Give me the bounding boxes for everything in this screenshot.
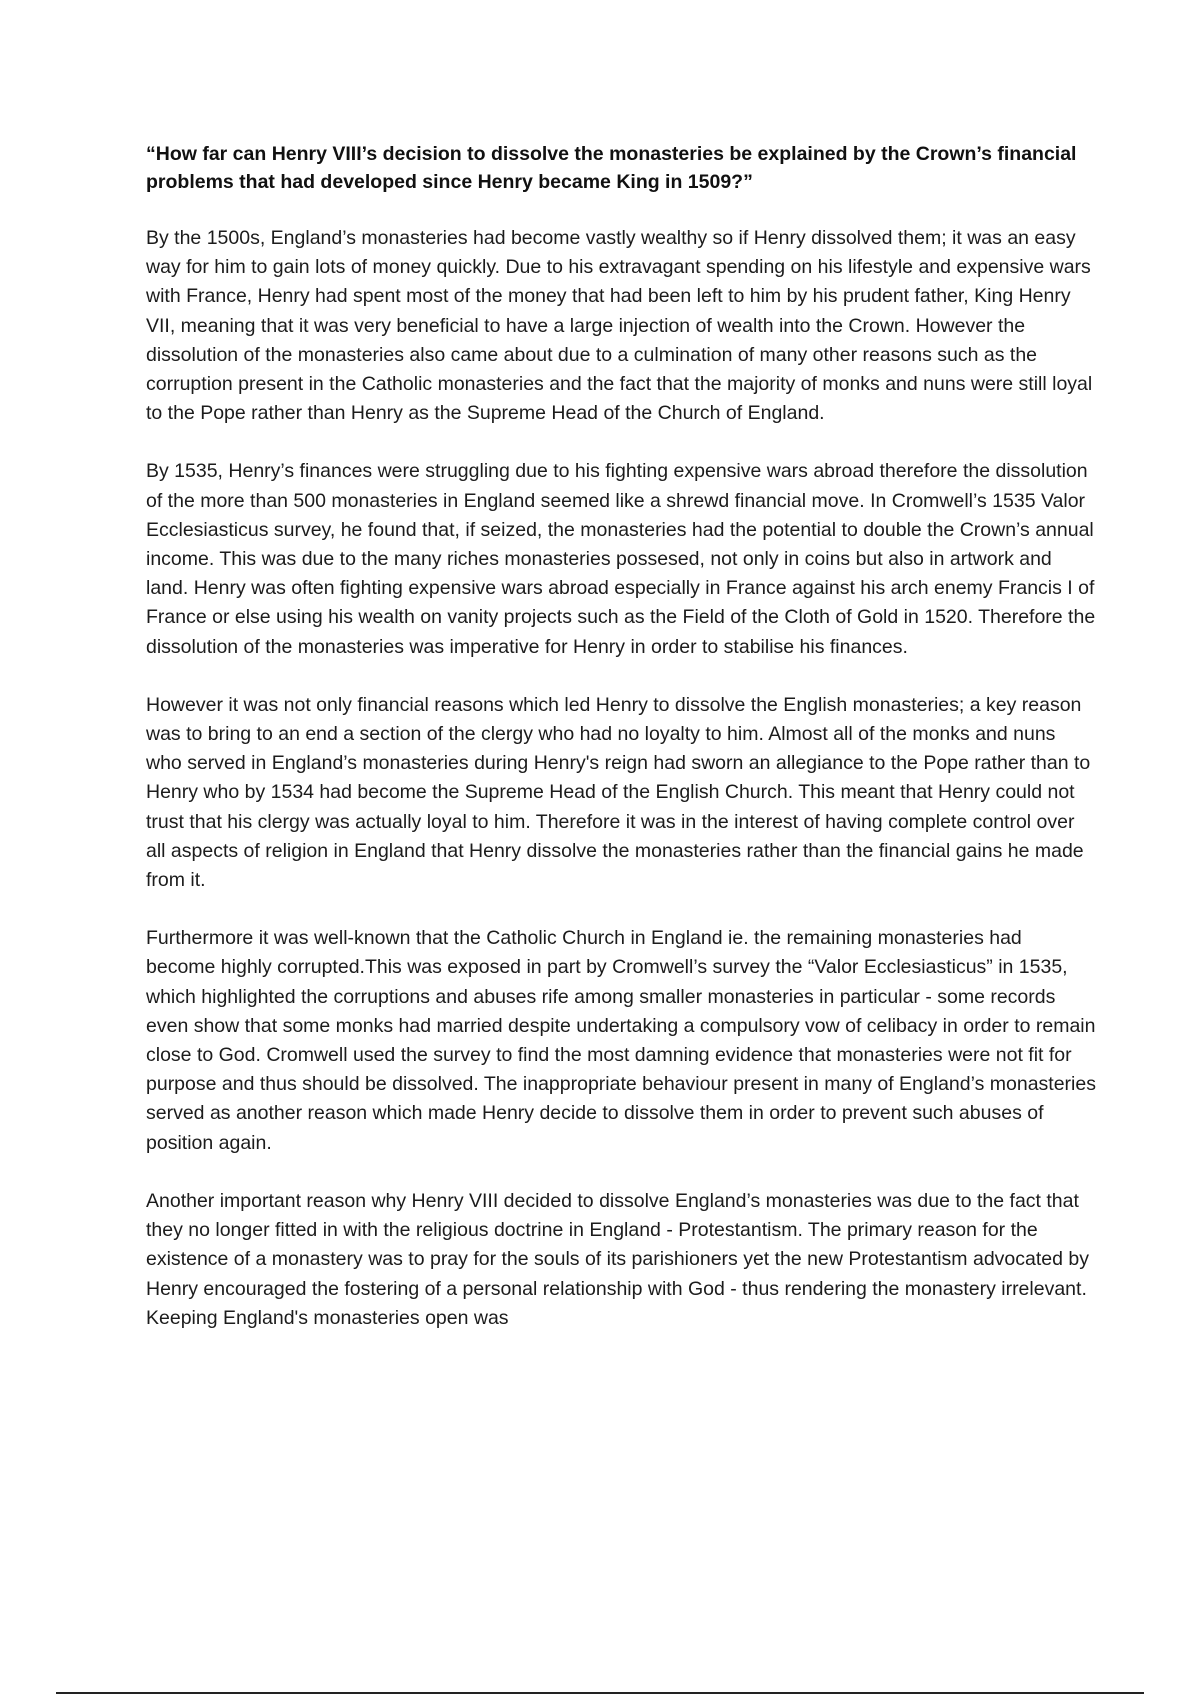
essay-paragraph-1: By the 1500s, England’s monasteries had become vastly wealthy so if Henry dissolved them; it was an easy way for him to gain lots of money quickly. Due to his extravagant spending on his lifestyle and expensive wars with France, Henry had spent most of the money that had been left to him by his prudent father, King Henry VII, meaning that it was very beneficial to have a large injection of wealth into the Crown. However the dissolution of the monasteries also came about due to a culmination of many other reasons such as the corruption present in the Catholic monasteries and the fact that the majority of monks and nuns were still loyal to the Pope rather than Henry as the Supreme Head of the Church of England.	[146, 227, 1093, 425]
essay-paragraph-2: By 1535, Henry’s finances were struggling due to his fighting expensive wars abroad therefore the dissolution of the more than 500 monasteries in England seemed like a shrewd financial move. In Cromwell’s 1535 Valor Ecclesiasticus survey, he found that, if seized, the monasteries had the potential to double the Crown’s annual income. This was due to the many riches monasteries possesed, not only in coins but also in artwork and land. Henry was often fighting expensive wars abroad especially in France against his arch enemy Francis I of France or else using his wealth on vanity projects such as the Field of the Cloth of Gold in 1520. Therefore the dissolution of the monasteries was imperative for Henry in order to stabilise his finances.	[146, 460, 1096, 658]
essay-paragraph-3: However it was not only financial reasons which led Henry to dissolve the English monasteries; a key reason was to bring to an end a section of the clergy who had no loyalty to him. Almost all of the monks and nuns who served in England’s monasteries during Henry's reign had sworn an allegiance to the Pope rather than to Henry who by 1534 had become the Supreme Head of the English Church. This meant that Henry could not trust that his clergy was actually loyal to him. Therefore it was in the interest of having complete control over all aspects of religion in England that Henry dissolve the monasteries rather than the financial gains he made from it.	[146, 693, 1091, 892]
essay-paragraph-4: Furthermore it was well-known that the Catholic Church in England ie. the remaining monasteries had become highly corrupted.This was exposed in part by Cromwell’s survey the “Valor Ecclesiasticus” in 1535, which highlighted the corruptions and abuses rife among smaller monasteries in particular - some records even show that some monks had married despite undertaking a compulsory vow of celibacy in order to remain close to God. Cromwell used the survey to find the most damning evidence that monasteries were not fit for purpose and thus should be dissolved. The inappropriate behaviour present in many of England’s monasteries served as another reason which made Henry decide to dissolve them in order to prevent such abuses of position again.	[146, 927, 1096, 1154]
essay-paragraph-5: Another important reason why Henry VIII decided to dissolve England’s monasteries was due to the fact that they no longer fitted in with the religious doctrine in England - Protestantism. The primary reason for the existence of a monastery was to pray for the souls of its parishioners yet the new Protestantism advocated by Henry encouraged the fostering of a personal relationship with God - thus rendering the monastery irrelevant. Keeping England's monasteries open was	[146, 1189, 1089, 1329]
page-bottom-divider	[56, 1692, 1144, 1694]
essay-question: “How far can Henry VIII’s decision to dissolve the monasteries be explained by the Crown’s financial problems that had developed since Henry became King in 1509?”	[146, 143, 1077, 193]
document-page	[146, 140, 1096, 1362]
